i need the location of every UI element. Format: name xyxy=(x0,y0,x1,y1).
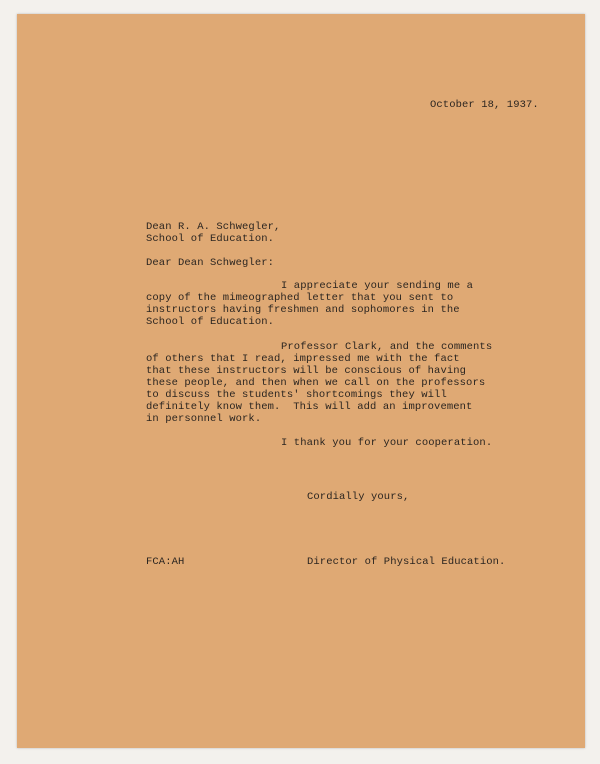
paragraph2-line: Professor Clark, and the comments xyxy=(281,341,493,353)
recipient-name: Dean R. A. Schwegler, xyxy=(146,221,281,233)
paragraph2-line: that these instructors will be conscious of having xyxy=(146,365,467,377)
paragraph2-line: in personnel work. xyxy=(146,413,262,425)
signature-title: Director of Physical Education. xyxy=(307,556,506,568)
paragraph1-line: School of Education. xyxy=(146,316,275,328)
salutation: Dear Dean Schwegler: xyxy=(146,257,275,269)
paragraph2-line: to discuss the students' shortcomings they will xyxy=(146,389,447,401)
paragraph2-line: these people, and then when we call on the professors xyxy=(146,377,486,389)
closing: Cordially yours, xyxy=(307,491,410,503)
paragraph1-line: I appreciate your sending me a xyxy=(281,280,474,292)
recipient-department: School of Education. xyxy=(146,233,275,245)
paragraph2-line: of others that I read, impressed me with the fact xyxy=(146,353,460,365)
paragraph1-line: instructors having freshmen and sophomores in the xyxy=(146,304,460,316)
letter-date: October 18, 1937. xyxy=(430,99,539,111)
paragraph2-line: definitely know them. This will add an improvement xyxy=(146,401,473,413)
paragraph1-line: copy of the mimeographed letter that you sent to xyxy=(146,292,454,304)
initials: FCA:AH xyxy=(146,556,185,568)
letter-body xyxy=(17,14,585,748)
letter-page xyxy=(17,14,585,748)
paragraph3: I thank you for your cooperation. xyxy=(281,437,493,449)
